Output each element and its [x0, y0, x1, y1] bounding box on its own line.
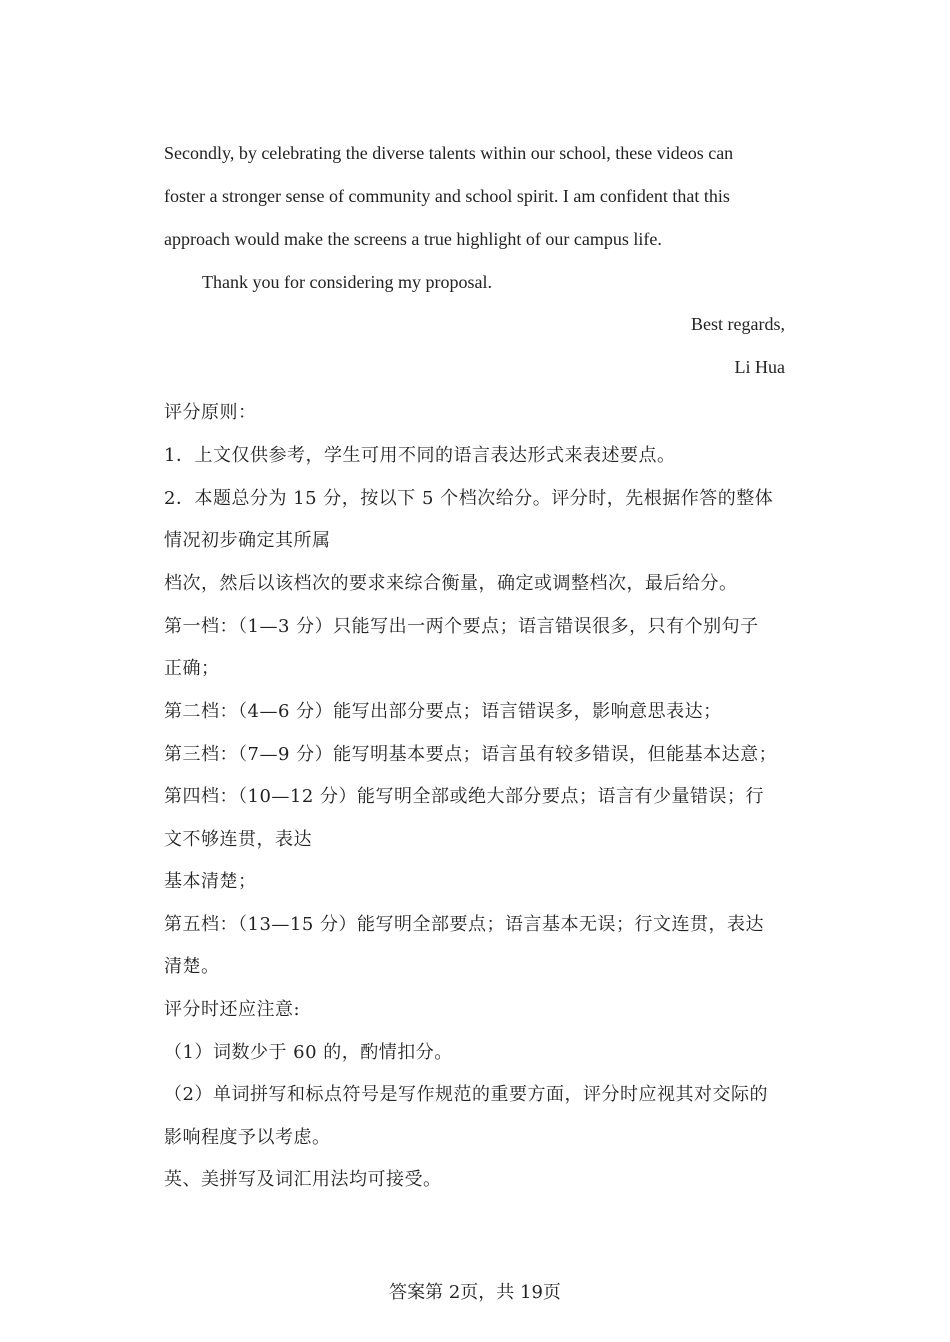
rubric-heading: 评分原则：	[164, 402, 257, 423]
rubric-line: 档次，然后以该档次的要求来综合衡量，确定或调整档次，最后给分。	[164, 573, 738, 594]
rubric-line: 基本清楚；	[164, 871, 257, 892]
rubric-line: 第二档：（4—6 分）能写出部分要点；语言错误多，影响意思表达；	[164, 701, 722, 722]
rubric-line: 清楚。	[164, 956, 220, 977]
notes-heading: 评分时还应注意:	[164, 999, 301, 1020]
notes-line: （2）单词拼写和标点符号是写作规范的重要方面，评分时应视其对交际的	[164, 1084, 768, 1105]
letter-line-2: foster a stronger sense of community and school spirit. I am confident that this	[164, 186, 730, 206]
letter-closing: Best regards,	[691, 314, 785, 334]
page-number: 答案第 2页，共 19页	[389, 1282, 561, 1303]
letter-line-3: approach would make the screens a true highlight of our campus life.	[164, 229, 662, 249]
rubric-line: 第四档：（10—12 分）能写明全部或绝大部分要点；语言有少量错误；行	[164, 786, 765, 807]
rubric-line: 第一档：（1—3 分）只能写出一两个要点；语言错误很多，只有个别句子	[164, 616, 759, 637]
letter-thanks: Thank you for considering my proposal.	[202, 272, 492, 292]
rubric-line: 第三档：（7—9 分）能写明基本要点；语言虽有较多错误，但能基本达意；	[164, 744, 778, 765]
letter-line-1: Secondly, by celebrating the diverse talents within our school, these videos can	[164, 143, 734, 163]
rubric-line: 第五档：（13—15 分）能写明全部要点；语言基本无误；行文连贯，表达	[164, 914, 765, 935]
rubric-line: 文不够连贯，表达	[164, 829, 312, 850]
rubric-line: 情况初步确定其所属	[164, 530, 331, 551]
notes-line: 英、美拼写及词汇用法均可接受。	[164, 1169, 442, 1190]
rubric-line: 2．本题总分为 15 分，按以下 5 个档次给分。评分时，先根据作答的整体	[164, 488, 774, 509]
rubric-line: 1．上文仅供参考，学生可用不同的语言表达形式来表述要点。	[164, 445, 676, 466]
notes-line: （1）词数少于 60 的，酌情扣分。	[164, 1042, 453, 1063]
letter-signature: Li Hua	[734, 357, 785, 377]
rubric-line: 正确；	[164, 658, 220, 679]
notes-line: 影响程度予以考虑。	[164, 1127, 331, 1148]
